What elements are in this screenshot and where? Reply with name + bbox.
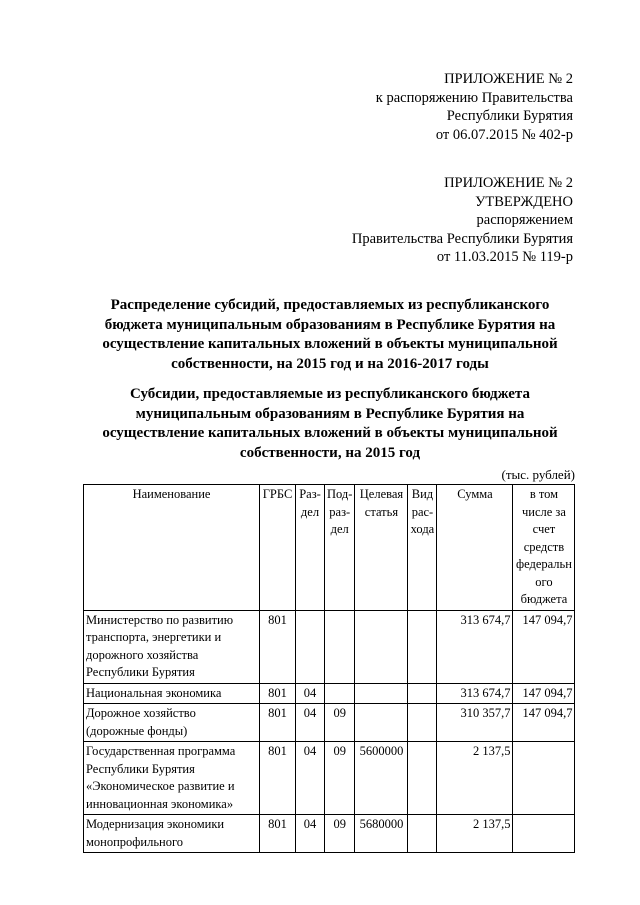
units-label: (тыс. рублей) bbox=[501, 467, 575, 482]
subtitle-line: Субсидии, предоставляемые из республиканского бюджета bbox=[130, 386, 530, 402]
cell-federal: 147 094,7 bbox=[513, 610, 575, 683]
title-line: осуществление капитальных вложений в объекты муниципальной bbox=[102, 336, 558, 352]
approval-block-current bbox=[376, 70, 573, 144]
cell-razdel: 04 bbox=[296, 683, 325, 704]
cell-vid bbox=[408, 610, 437, 683]
subtitle-line: муниципальным образованиям в Республике Бурятия на bbox=[135, 405, 525, 422]
header-summa: Сумма bbox=[437, 485, 513, 611]
cell-name: Министерство по развитию транспорта, энергетики и дорожного хозяйства Республики Бурятия bbox=[84, 610, 260, 683]
cell-vid bbox=[408, 683, 437, 704]
subsidy-table bbox=[83, 484, 575, 853]
cell-name: Дорожное хозяйство (дорожные фонды) bbox=[84, 704, 260, 742]
cell-podrazdel: 09 bbox=[325, 704, 355, 742]
cell-celevaya: 5600000 bbox=[355, 742, 408, 815]
approved-label: УТВЕРЖДЕНО bbox=[475, 193, 573, 210]
cell-grbs: 801 bbox=[260, 742, 296, 815]
appendix-label: ПРИЛОЖЕНИЕ № 2 bbox=[444, 71, 573, 87]
cell-celevaya bbox=[355, 683, 408, 704]
table-row bbox=[84, 742, 575, 815]
approval-block-original bbox=[352, 174, 573, 267]
cell-podrazdel: 09 bbox=[325, 742, 355, 815]
header-celevaya: Целевая статья bbox=[355, 485, 408, 611]
section-title bbox=[80, 385, 580, 463]
table-row bbox=[84, 683, 575, 704]
cell-name: Модернизация экономики монопрофильного bbox=[84, 815, 260, 853]
cell-name: Государственная программа Республики Бурятия «Экономическое развитие и инновационная экономика» bbox=[84, 742, 260, 815]
document-title bbox=[80, 296, 580, 374]
order-reference: к распоряжению Правительства bbox=[375, 89, 573, 106]
appendix-label: ПРИЛОЖЕНИЕ № 2 bbox=[444, 175, 573, 191]
table-row bbox=[84, 610, 575, 683]
cell-summa: 2 137,5 bbox=[437, 815, 513, 853]
cell-podrazdel: 09 bbox=[325, 815, 355, 853]
cell-celevaya: 5680000 bbox=[355, 815, 408, 853]
cell-grbs: 801 bbox=[260, 704, 296, 742]
cell-vid bbox=[408, 742, 437, 815]
header-name: Наименование bbox=[84, 485, 260, 611]
cell-federal bbox=[513, 815, 575, 853]
order-date-number: от 11.03.2015 № 119-р bbox=[436, 249, 573, 265]
cell-celevaya bbox=[355, 704, 408, 742]
cell-razdel: 04 bbox=[296, 815, 325, 853]
cell-vid bbox=[408, 704, 437, 742]
cell-summa: 2 137,5 bbox=[437, 742, 513, 815]
cell-razdel: 04 bbox=[296, 742, 325, 815]
cell-podrazdel bbox=[325, 683, 355, 704]
header-vid: Вид рас- хода bbox=[408, 485, 437, 611]
issuer: Правительства Республики Бурятия bbox=[351, 230, 573, 247]
header-federal: в том числе за счет средств федеральн ого бюджета bbox=[513, 485, 575, 611]
cell-name: Национальная экономика bbox=[84, 683, 260, 704]
title-line: Распределение субсидий, предоставляемых из республиканского bbox=[110, 297, 550, 313]
cell-grbs: 801 bbox=[260, 683, 296, 704]
table-body bbox=[84, 610, 575, 853]
cell-podrazdel bbox=[325, 610, 355, 683]
cell-grbs: 801 bbox=[260, 815, 296, 853]
title-line: бюджета муниципальным образованиям в Республике Бурятия на bbox=[104, 316, 556, 333]
cell-summa: 313 674,7 bbox=[437, 683, 513, 704]
subtitle-line: осуществление капитальных вложений в объекты муниципальной bbox=[102, 425, 558, 441]
subtitle-line: собственности, на 2015 год bbox=[239, 444, 421, 461]
cell-summa: 313 674,7 bbox=[437, 610, 513, 683]
table-row bbox=[84, 815, 575, 853]
cell-razdel: 04 bbox=[296, 704, 325, 742]
cell-federal: 147 094,7 bbox=[513, 683, 575, 704]
table-header-row bbox=[84, 485, 575, 611]
cell-vid bbox=[408, 815, 437, 853]
header-podrazdel: Под- раз- дел bbox=[325, 485, 355, 611]
header-razdel: Раз- дел bbox=[296, 485, 325, 611]
cell-razdel bbox=[296, 610, 325, 683]
cell-grbs: 801 bbox=[260, 610, 296, 683]
order-reference: распоряжением bbox=[476, 212, 573, 228]
cell-celevaya bbox=[355, 610, 408, 683]
table-row bbox=[84, 704, 575, 742]
cell-federal: 147 094,7 bbox=[513, 704, 575, 742]
title-line: собственности, на 2015 год и на 2016-2017 годы bbox=[171, 355, 489, 372]
order-date-number: от 06.07.2015 № 402-р bbox=[435, 126, 573, 143]
cell-summa: 310 357,7 bbox=[437, 704, 513, 742]
header-grbs: ГРБС bbox=[260, 485, 296, 611]
cell-federal bbox=[513, 742, 575, 815]
issuer: Республики Бурятия bbox=[446, 108, 573, 124]
